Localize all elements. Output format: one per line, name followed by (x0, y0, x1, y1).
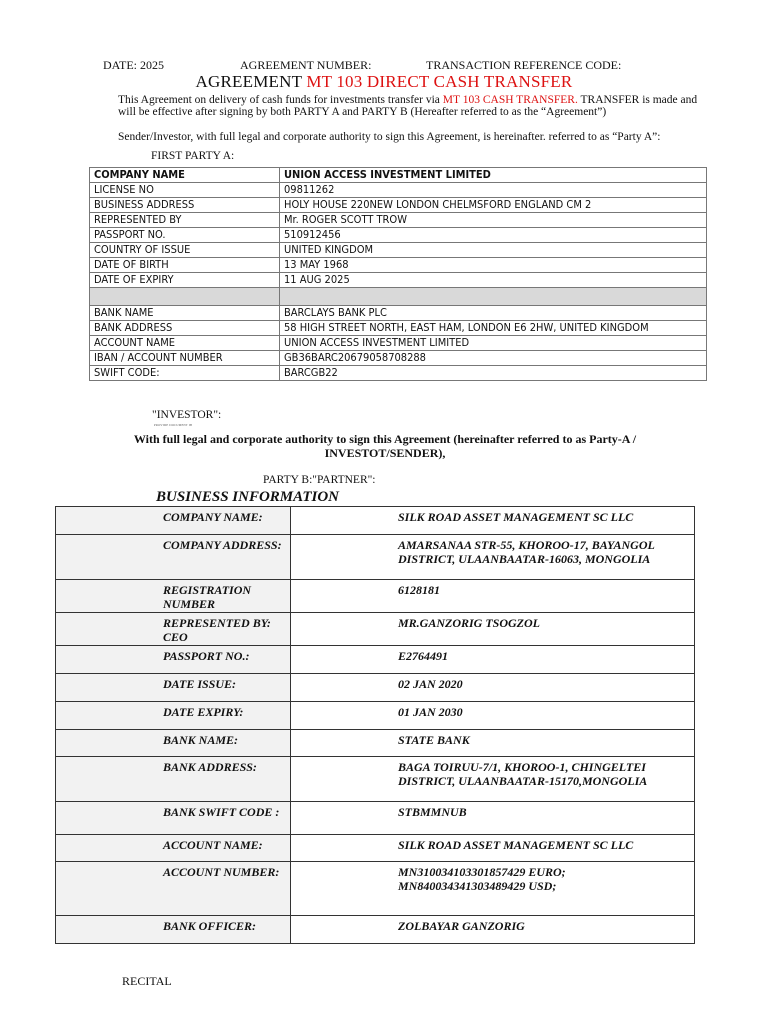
party-b-field-value: E2764491 (291, 646, 695, 674)
party-a-field-label (90, 288, 280, 306)
party-a-field-label: ACCOUNT NAME (90, 336, 280, 351)
party-a-field-value: 11 AUG 2025 (280, 273, 707, 288)
party-a-field-label: PASSPORT NO. (90, 228, 280, 243)
party-a-field-value: 58 HIGH STREET NORTH, EAST HAM, LONDON E6 2HW, UNITED KINGDOM (280, 321, 707, 336)
party-a-row (90, 243, 707, 258)
party-a-field-label: COMPANY NAME (90, 168, 280, 183)
party-b-row (56, 613, 695, 646)
party-b-field-label: DATE ISSUE: (56, 674, 291, 702)
party-b-field-label: BANK SWIFT CODE : (56, 802, 291, 835)
party-a-table (89, 167, 707, 381)
party-a-field-value: HOLY HOUSE 220NEW LONDON CHELMSFORD ENGLAND CM 2 (280, 198, 707, 213)
party-b-row (56, 702, 695, 730)
party-b-row (56, 646, 695, 674)
party-b-field-label: PASSPORT NO.: (56, 646, 291, 674)
party-b-field-value: STBMMNUB (291, 802, 695, 835)
party-a-field-label: BANK ADDRESS (90, 321, 280, 336)
party-b-field-value: STATE BANK (291, 730, 695, 757)
party-a-row (90, 198, 707, 213)
business-information-title: BUSINESS INFORMATION (156, 489, 339, 505)
document-title (0, 72, 768, 92)
party-b-field-label: REGISTRATION NUMBER (56, 580, 291, 613)
party-b-field-value: BAGA TOIRUU-7/1, KHOROO-1, CHINGELTEI DISTRICT, ULAANBAATAR-15170,MONGOLIA (291, 757, 695, 802)
party-b-field-label: COMPANY ADDRESS: (56, 535, 291, 580)
party-a-row (90, 258, 707, 273)
party-b-field-value: 02 JAN 2020 (291, 674, 695, 702)
party-a-field-label: COUNTRY OF ISSUE (90, 243, 280, 258)
transaction-reference-label: TRANSACTION REFERENCE CODE: (426, 58, 622, 72)
party-b-field-value: MN310034103301857429 EURO; MN840034341303489429 USD; (291, 862, 695, 916)
title-prefix: AGREEMENT (195, 72, 307, 91)
intro-text-a: This Agreement on delivery of cash funds for investments transfer via (118, 94, 443, 106)
party-a-row (90, 273, 707, 288)
party-b-field-label: ACCOUNT NAME: (56, 835, 291, 862)
party-b-label: PARTY B:"PARTNER": (263, 474, 376, 486)
party-a-row (90, 321, 707, 336)
party-a-field-value (280, 288, 707, 306)
party-a-row (90, 213, 707, 228)
party-b-table (55, 506, 695, 944)
party-a-field-label: REPRESENTED BY (90, 213, 280, 228)
party-a-field-value: UNION ACCESS INVESTMENT LIMITED (280, 336, 707, 351)
party-b-field-value: MR.GANZORIG TSOGZOL (291, 613, 695, 646)
title-highlight: MT 103 DIRECT CASH TRANSFER (306, 72, 573, 91)
party-a-field-label: DATE OF EXPIRY (90, 273, 280, 288)
party-a-field-value: BARCGB22 (280, 366, 707, 381)
party-b-field-value: SILK ROAD ASSET MANAGEMENT SC LLC (291, 507, 695, 535)
party-a-field-value: BARCLAYS BANK PLC (280, 306, 707, 321)
party-b-field-label: BANK NAME: (56, 730, 291, 757)
investor-label: "INVESTOR": (152, 409, 222, 421)
party-b-field-label: BANK ADDRESS: (56, 757, 291, 802)
authority-statement: With full legal and corporate authority to sign this Agreement (hereinafter referred to as Party-A / INVESTOT/SENDER), (133, 432, 637, 460)
party-b-field-value: ZOLBAYAR GANZORIG (291, 916, 695, 944)
party-b-row (56, 835, 695, 862)
intro-red-text: MT 103 CASH TRANSFER. (442, 94, 578, 106)
party-a-field-label: SWIFT CODE: (90, 366, 280, 381)
party-a-row (90, 288, 707, 306)
party-a-field-label: LICENSE NO (90, 183, 280, 198)
party-b-field-value: SILK ROAD ASSET MANAGEMENT SC LLC (291, 835, 695, 862)
party-a-row (90, 183, 707, 198)
party-b-row (56, 757, 695, 802)
party-a-row (90, 366, 707, 381)
party-b-field-label: ACCOUNT NUMBER: (56, 862, 291, 916)
party-a-field-label: DATE OF BIRTH (90, 258, 280, 273)
party-a-row (90, 306, 707, 321)
party-b-row (56, 730, 695, 757)
party-a-field-value: Mr. ROGER SCOTT TROW (280, 213, 707, 228)
party-b-field-label: COMPANY NAME: (56, 507, 291, 535)
date-label: DATE: 2025 (103, 58, 164, 72)
sender-line: Sender/Investor, with full legal and corporate authority to sign this Agreement, is hereinafter. referred to as “Party A”: (118, 131, 661, 143)
agreement-number-label: AGREEMENT NUMBER: (240, 58, 372, 72)
party-b-field-label: BANK OFFICER: (56, 916, 291, 944)
party-a-field-value: GB36BARC20679058708288 (280, 351, 707, 366)
party-b-field-value: AMARSANAA STR-55, KHOROO-17, BAYANGOL DISTRICT, ULAANBAATAR-16063, MONGOLIA (291, 535, 695, 580)
party-b-row (56, 916, 695, 944)
party-b-row (56, 674, 695, 702)
investor-small-note: PROVIDE DOCUMENT IB (154, 423, 193, 427)
party-b-field-value: 6128181 (291, 580, 695, 613)
party-a-field-label: BANK NAME (90, 306, 280, 321)
party-a-field-value: 09811262 (280, 183, 707, 198)
party-b-field-label: DATE EXPIRY: (56, 702, 291, 730)
party-a-field-value: 13 MAY 1968 (280, 258, 707, 273)
recital-heading: RECITAL (122, 974, 172, 988)
party-a-row (90, 336, 707, 351)
party-b-row (56, 507, 695, 535)
party-a-row (90, 228, 707, 243)
party-b-row (56, 802, 695, 835)
intro-text-b: TRANSFER is made and will be effective after signing by both PARTY A and PARTY B (Hereafter referred to as the “Agreement”) (118, 94, 698, 118)
party-b-row (56, 535, 695, 580)
party-a-row (90, 168, 707, 183)
party-a-field-value: UNION ACCESS INVESTMENT LIMITED (280, 168, 707, 183)
party-b-field-label: REPRESENTED BY: CEO (56, 613, 291, 646)
party-a-field-label: BUSINESS ADDRESS (90, 198, 280, 213)
party-b-field-value: 01 JAN 2030 (291, 702, 695, 730)
party-a-field-value: UNITED KINGDOM (280, 243, 707, 258)
intro-paragraph (118, 94, 698, 118)
party-a-row (90, 351, 707, 366)
party-b-row (56, 580, 695, 613)
first-party-label: FIRST PARTY A: (151, 150, 235, 162)
party-a-field-value: 510912456 (280, 228, 707, 243)
party-b-row (56, 862, 695, 916)
party-a-field-label: IBAN / ACCOUNT NUMBER (90, 351, 280, 366)
